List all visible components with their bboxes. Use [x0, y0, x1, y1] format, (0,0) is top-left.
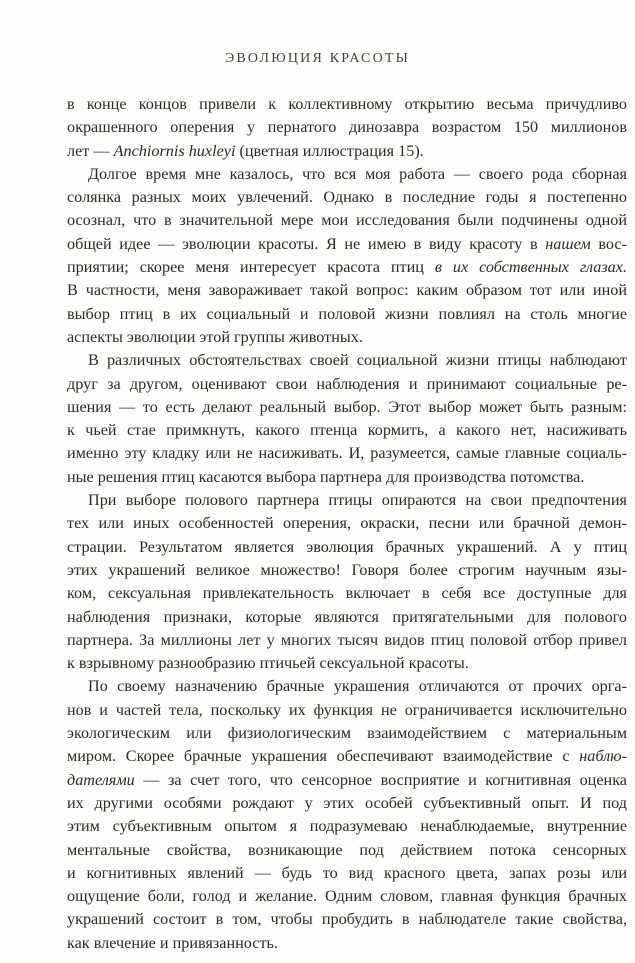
text-segment: В различных обстоятельствах своей социальной жизни птицы наблюдают [88, 351, 627, 370]
text-line [67, 326, 627, 349]
text-segment: общей идее — эволюции красоты. Я не имею в виду красоту в [67, 234, 546, 253]
text-segment: ные решения птиц касаются выбора партнера для производства потомства. [67, 467, 585, 486]
text-segment: (цветная иллюстрация 15). [235, 141, 424, 160]
italic-text-segment: нашем [545, 234, 591, 253]
text-segment: ментальные свойства, возникающие под действием потока сенсорных [67, 840, 627, 859]
text-segment: наблюдения признаки, которые являются притягательными для полового [67, 607, 627, 626]
text-segment: лет — [67, 141, 114, 160]
text-segment: окрашенного оперения у пернатого динозавра возрастом 150 миллионов [67, 118, 627, 137]
text-segment: партнера. За миллионы лет у многих тысяч видов птиц половой отбор привел [67, 630, 627, 649]
text-segment: шения — то есть делают реальный выбор. Этот выбор может быть разным: [67, 397, 627, 416]
text-line [67, 396, 627, 419]
italic-text-segment: Anchiornis huxleyi [113, 141, 236, 160]
text-segment: страции. Результатом является эволюция брачных украшений. А у птиц [67, 537, 627, 556]
text-line [67, 839, 627, 862]
paragraph [67, 349, 627, 489]
text-line [67, 606, 627, 629]
text-segment: выбор птиц в их социальный и половой жизни повлиял на столь многие [67, 304, 627, 323]
text-line [67, 675, 627, 698]
running-header: ЭВОЛЮЦИЯ КРАСОТЫ [224, 51, 411, 66]
text-line [67, 163, 627, 186]
text-line [67, 116, 627, 139]
text-segment: к взрывному разнообразию птичьей сексуальной красоты. [67, 654, 469, 673]
paragraph [67, 489, 627, 675]
text-segment: именно эту кладку или не насиживать. И, разумеется, самые главные социаль- [67, 444, 627, 463]
text-line [67, 349, 627, 372]
text-segment: в конце концов привели к коллективному открытию весьма причудливо [67, 95, 627, 113]
text-segment: При выборе полового партнера птицы опираются на свои предпочтения [88, 491, 627, 510]
text-line [67, 140, 627, 163]
text-segment: ощущение боли, голод и желание. Одним словом, главная функция брачных [67, 887, 627, 906]
text-line [67, 559, 627, 582]
text-line [67, 885, 627, 908]
text-line [67, 419, 627, 442]
text-line [67, 629, 627, 652]
text-segment: этим субъективным опытом я подразумеваю ненаблюдаемые, внутренние [67, 817, 627, 836]
text-segment: приятии; скорее меня интересует красота птиц [67, 258, 435, 277]
text-line [67, 303, 627, 326]
text-segment: вос- [590, 234, 627, 253]
text-line [67, 769, 627, 792]
text-line [67, 536, 627, 559]
text-line [67, 722, 627, 745]
text-segment: друг за другом, оценивают свои наблюдения и принимают социальные ре- [67, 374, 627, 393]
text-block [67, 93, 627, 955]
text-segment: как влечение и привязанность. [67, 933, 278, 952]
text-line [67, 652, 627, 675]
text-segment: их другими особями рождают у этих особей субъективный опыт. И под [67, 793, 627, 812]
text-segment: и когнитивных явлений — будь то вид красного цвета, запах розы или [67, 863, 627, 882]
text-line [67, 466, 627, 489]
text-segment: этих украшений великое множество! Говоря более строгим научным язы- [67, 560, 627, 579]
text-line [67, 699, 627, 722]
text-line [67, 908, 627, 931]
text-line [67, 93, 627, 116]
text-segment: к чьей стае примкнуть, какого птенца кормить, а какого нет, насиживать [67, 421, 627, 440]
text-line [67, 233, 627, 256]
text-line [67, 186, 627, 209]
text-segment: осознал, что в значительной мере мои исследования были подчинены одной [67, 211, 627, 230]
text-line [67, 373, 627, 396]
text-line [67, 512, 627, 535]
text-line [67, 209, 627, 232]
text-segment: ком, сексуальная привлекательность включает в себя все доступные для [67, 584, 627, 603]
text-line [67, 745, 627, 768]
text-segment: экологическим или физиологическим взаимодействием с материальным [67, 724, 627, 743]
text-line [67, 442, 627, 465]
text-segment: В частности, меня завораживает такой вопрос: каким образом тот или иной [67, 281, 627, 300]
text-segment: миром. Скорее брачные украшения обеспечивают взаимодействие с [67, 747, 580, 766]
text-segment: Долгое время мне казалось, что вся моя работа — своего рода сборная [88, 164, 627, 183]
text-line [67, 932, 627, 955]
text-segment: — за счет того, что сенсорное восприятие и когнитивная оценка [134, 770, 627, 789]
text-segment: тех или иных особенностей оперения, окраски, песни или брачной демон- [67, 514, 627, 533]
text-segment: нов и частей тела, поскольку их функция не ограничивается исключительно [67, 700, 627, 719]
italic-text-segment: дателями [67, 770, 135, 789]
paragraph [67, 675, 627, 955]
text-line [67, 489, 627, 512]
text-line [67, 582, 627, 605]
text-line [67, 815, 627, 838]
text-line [67, 792, 627, 815]
text-segment: солянка разных моих увлечений. Однако в последние годы я постепенно [67, 188, 627, 207]
text-segment: аспекты эволюции этой группы животных. [67, 327, 363, 346]
italic-text-segment: в их собственных глазах. [434, 258, 627, 277]
text-segment: украшений состоит в том, чтобы пробудить в наблюдателе такие свойства, [67, 910, 627, 929]
italic-text-segment: наблю- [579, 747, 627, 766]
text-segment: По своему назначению брачные украшения отличаются от прочих орга- [88, 677, 627, 696]
paragraph [67, 163, 627, 349]
text-line [67, 279, 627, 302]
paragraph [67, 93, 627, 163]
text-line [67, 862, 627, 885]
text-line [67, 256, 627, 279]
